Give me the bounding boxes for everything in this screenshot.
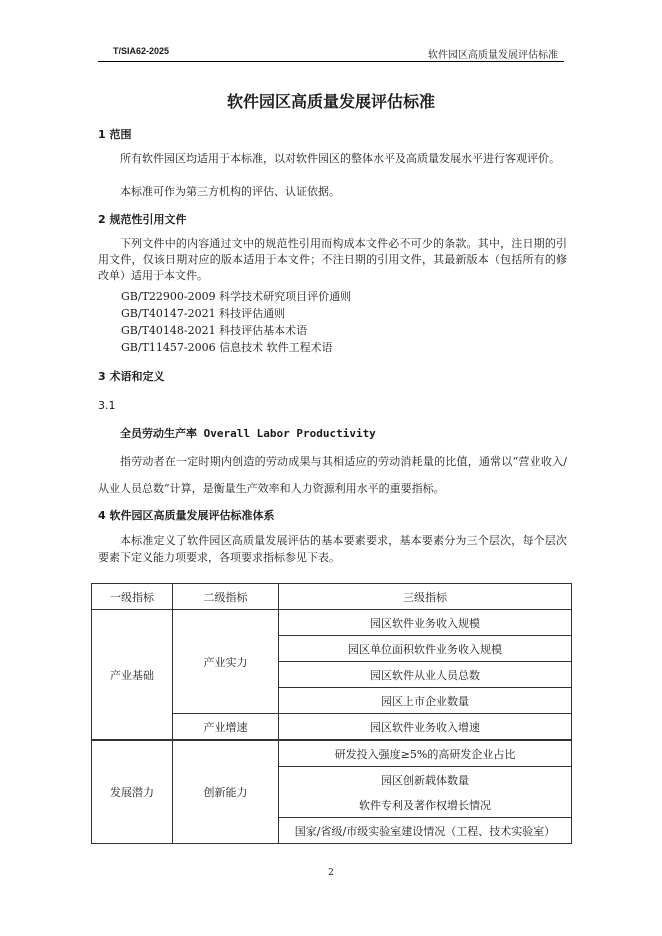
table-header-row: [92, 584, 572, 610]
level3-cell: 园区软件从业人员总数: [279, 662, 572, 688]
level1-cell: 产业基础: [92, 610, 173, 741]
level3-cell: 园区软件业务收入规模: [279, 610, 572, 636]
table-header-cell: 三级指标: [279, 584, 572, 610]
page-number: 2: [328, 868, 334, 878]
term-definition: 指劳动者在一定时期内创造的劳动成果与其相适应的劳动消耗量的比值，通常以“营业收入/从业人员总数”计算，是衡量生产效率和人力资源利用水平的重要指标。: [98, 455, 567, 495]
clause-number: 3.1: [98, 399, 116, 412]
document-title: 软件园区高质量发展评估标准: [226, 92, 435, 111]
indicator-table: [91, 583, 572, 844]
level3-cell: 园区创新载体数量: [279, 767, 572, 793]
table-row: [92, 740, 572, 767]
level2-cell: 产业增速: [173, 714, 279, 741]
table-header-cell: 一级指标: [92, 584, 173, 610]
level3-cell: 国家/省级/市级实验室建设情况（工程、技术实验室）: [279, 818, 572, 844]
table-row: [92, 610, 572, 636]
level2-cell: 创新能力: [173, 740, 279, 844]
table-header-cell: 二级指标: [173, 584, 279, 610]
section-4-heading: 4 软件园区高质量发展评估标准体系: [98, 509, 275, 522]
level3-cell: 研发投入强度≥5%的高研发企业占比: [279, 740, 572, 767]
section-2-para-1: 下列文件中的内容通过文中的规范性引用而构成本文件必不可少的条款。其中，注日期的引用文件，仅该日期对应的版本适用于本文件；不注日期的引用文件，其最新版本（包括所有的修改单）适用于本文件。: [98, 237, 567, 282]
section-3-heading: 3 术语和定义: [98, 370, 165, 383]
reference-item: GB/T40147-2021 科技评估通则: [121, 307, 286, 320]
reference-item: GB/T11457-2006 信息技术 软件工程术语: [121, 341, 333, 354]
reference-item: GB/T40148-2021 科技评估基本术语: [121, 324, 308, 337]
level3-cell: 园区单位面积软件业务收入规模: [279, 636, 572, 662]
reference-item: GB/T22900-2009 科学技术研究项目评价通则: [121, 290, 352, 303]
level3-cell: 园区上市企业数量: [279, 688, 572, 714]
section-2-heading: 2 规范性引用文件: [98, 213, 187, 226]
running-header-title: 软件园区高质量发展评估标准: [428, 50, 558, 61]
level1-cell: 发展潜力: [92, 740, 173, 844]
level2-cell: 产业实力: [173, 610, 279, 714]
level3-cell: 软件专利及著作权增长情况: [279, 792, 572, 818]
level3-cell: 园区软件业务收入增速: [279, 714, 572, 741]
header-rule: [98, 61, 564, 62]
standard-code: T/SIA62-2025: [113, 46, 170, 56]
section-1-para-2: 本标准可作为第三方机构的评估、认证依据。: [120, 185, 340, 198]
section-1-heading: 1 范围: [98, 128, 132, 141]
term-title: 全员劳动生产率 Overall Labor Productivity: [120, 427, 376, 440]
section-4-para-1: 本标准定义了软件园区高质量发展评估的基本要素要求，基本要素分为三个层次，每个层次要素下定义能力项要求，各项要求指标参见下表。: [98, 534, 567, 564]
section-1-para-1: 所有软件园区均适用于本标准，以对软件园区的整体水平及高质量发展水平进行客观评价。: [120, 152, 560, 165]
